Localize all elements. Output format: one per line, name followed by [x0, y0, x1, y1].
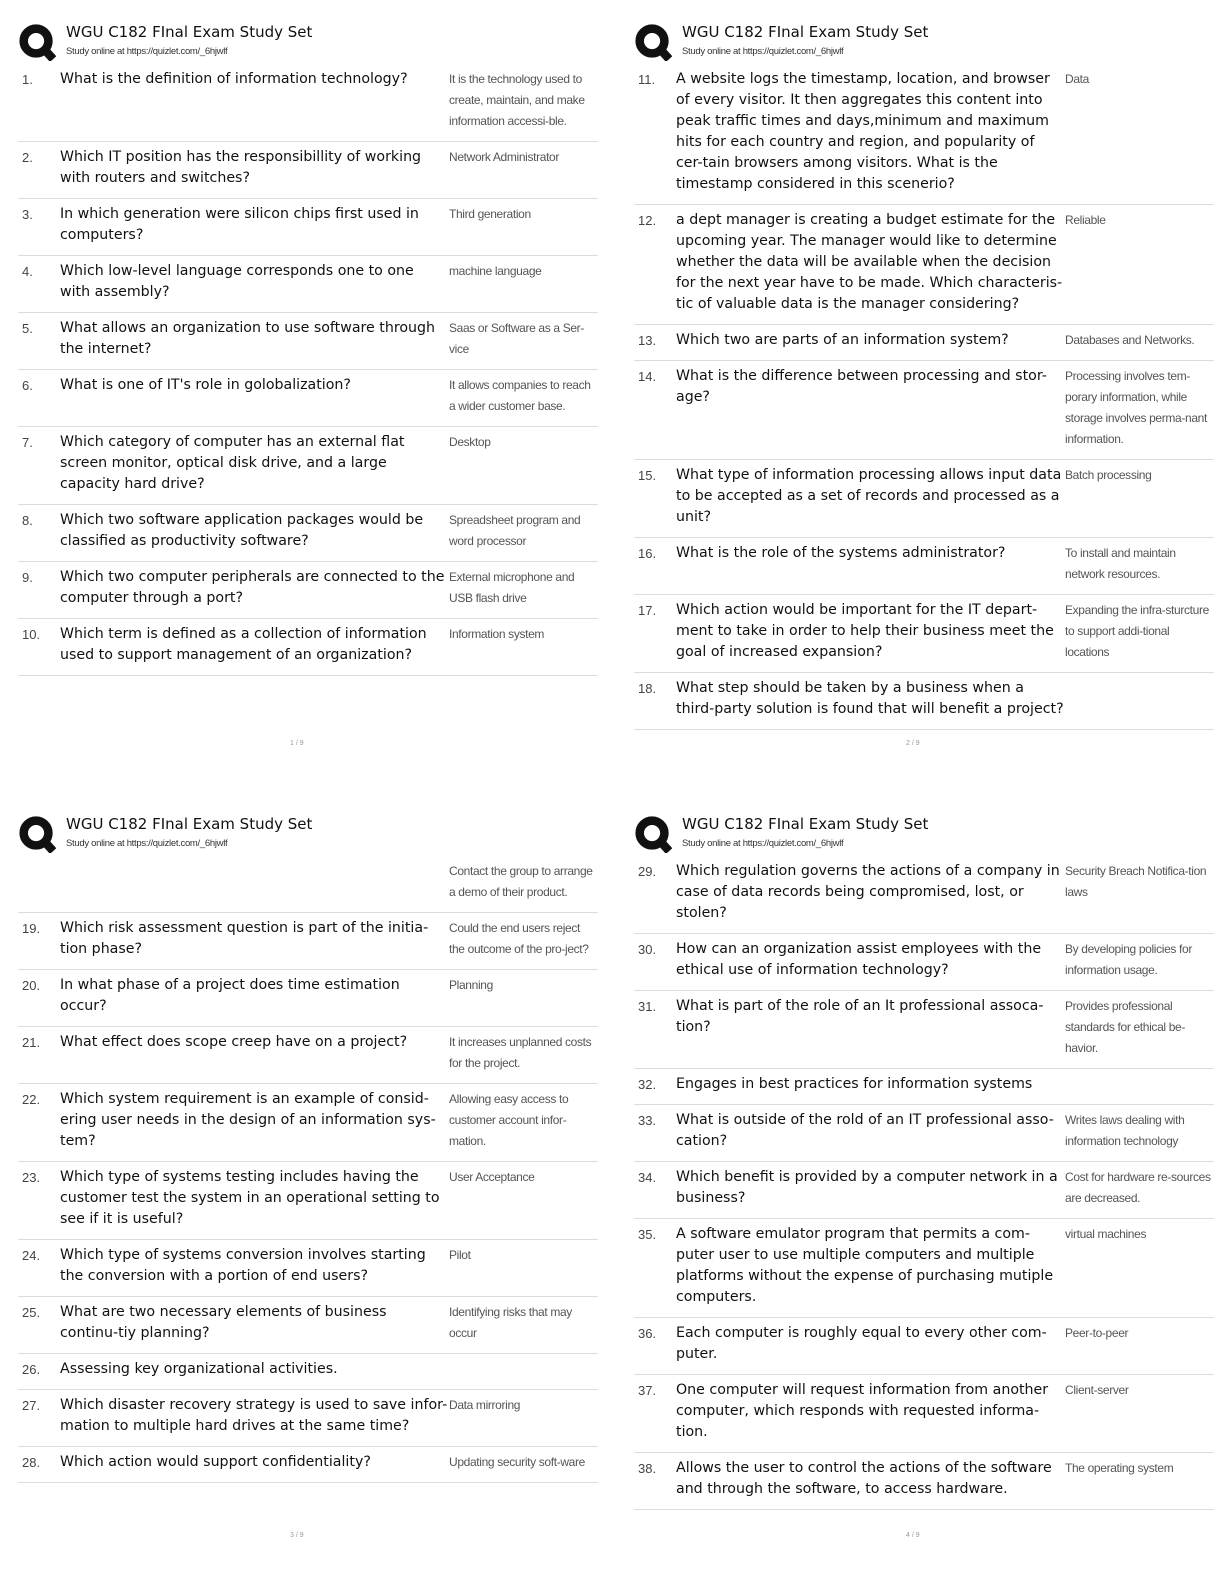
- card-number: 36.: [638, 1326, 657, 1341]
- card-number: 15.: [638, 468, 657, 483]
- card-number: 27.: [22, 1398, 41, 1413]
- card-answer: External microphone and USB flash drive: [449, 570, 575, 605]
- document-title: WGU C182 FInal Exam Study Set: [682, 815, 929, 833]
- flashcard-row: [634, 934, 1214, 991]
- card-number: 13.: [638, 333, 657, 348]
- card-number: 11.: [638, 72, 656, 87]
- flashcard-row: [18, 1084, 598, 1162]
- card-answer: Allowing easy access to customer account infor-mation.: [449, 1092, 569, 1148]
- card-number: 3.: [22, 207, 33, 222]
- flashcard-row: [634, 1069, 1214, 1105]
- document-page: [18, 810, 598, 1539]
- card-answer: Network Administrator: [449, 150, 560, 164]
- document-page: [634, 810, 1214, 1539]
- card-answer: Batch processing: [1065, 468, 1152, 482]
- card-answer: Expanding the infra-sturcture to support addi-tional locations: [1065, 603, 1209, 659]
- card-number: 2.: [22, 150, 33, 165]
- page-number: 3 / 9: [290, 1532, 304, 1539]
- document-title: WGU C182 FInal Exam Study Set: [66, 815, 313, 833]
- flashcard-row: [634, 595, 1214, 673]
- card-question: In what phase of a project does time estimation occur?: [60, 977, 400, 1014]
- card-question: Which two are parts of an information system?: [676, 332, 1009, 348]
- card-number: 9.: [22, 570, 33, 585]
- card-question: Each computer is roughly equal to every other com-puter.: [676, 1325, 1047, 1362]
- flashcard-row: [634, 1162, 1214, 1219]
- card-number: 1.: [22, 72, 33, 87]
- flashcard-row: [18, 1027, 598, 1084]
- card-answer: Saas or Software as a Ser-vice: [449, 321, 584, 356]
- flashcard-row: [18, 856, 598, 913]
- card-number: 24.: [22, 1248, 41, 1263]
- card-question: What is part of the role of an It professional assoca-tion?: [676, 998, 1044, 1035]
- page-number: 1 / 9: [290, 740, 304, 747]
- card-question: A software emulator program that permits a com-puter user to use multiple computers and multiple platforms without the expense of purchasing mutiple computers.: [676, 1226, 1054, 1305]
- card-question: a dept manager is creating a budget estimate for the upcoming year. The manager would like to determine whether the data will be available when the decision for the next year have to be made. Which characteris-tic of valuable data is the manager considering?: [676, 212, 1063, 312]
- flashcard-row: [18, 1162, 598, 1240]
- card-question: [60, 861, 448, 871]
- card-answer: Data mirroring: [449, 1398, 521, 1412]
- card-answer: Writes laws dealing with information technology: [1065, 1113, 1185, 1148]
- card-question: Which IT position has the responsibillity of working with routers and switches?: [60, 149, 422, 186]
- flashcard-row: [634, 1105, 1214, 1162]
- flashcard-row: [18, 64, 598, 142]
- card-question: What are two necessary elements of business continu-tiy planning?: [60, 1304, 387, 1341]
- card-question: Allows the user to control the actions of the software and through the software, to access hardware.: [676, 1460, 1052, 1497]
- flashcard-row: [18, 913, 598, 970]
- card-answer: Security Breach Notifica-tion laws: [1065, 864, 1207, 899]
- flashcard-row: [634, 460, 1214, 538]
- question-list: [634, 856, 1214, 1510]
- flashcard-row: [18, 256, 598, 313]
- card-question: Which disaster recovery strategy is used to save infor-mation to multiple hard drives at the same time?: [60, 1397, 448, 1434]
- card-answer: Spreadsheet program and word processor: [449, 513, 581, 548]
- card-question: How can an organization assist employees with the ethical use of information technology?: [676, 941, 1042, 978]
- flashcard-row: [18, 370, 598, 427]
- page-header: [18, 18, 598, 64]
- flashcard-row: [634, 361, 1214, 460]
- card-number: 5.: [22, 321, 33, 336]
- card-answer: Cost for hardware re-sources are decreased.: [1065, 1170, 1211, 1205]
- card-answer: Processing involves tem-porary information, while storage involves perma-nant information.: [1065, 369, 1207, 446]
- card-question: What effect does scope creep have on a project?: [60, 1034, 408, 1050]
- card-question: What is the definition of information technology?: [60, 71, 408, 87]
- flashcard-row: [18, 1297, 598, 1354]
- card-number: 22.: [22, 1092, 41, 1107]
- question-list: [18, 856, 598, 1483]
- study-online-link[interactable]: Study online at https://quizlet.com/_6hjwlf: [682, 46, 844, 57]
- study-online-link[interactable]: Study online at https://quizlet.com/_6hjwlf: [66, 838, 228, 849]
- flashcard-row: [634, 1318, 1214, 1375]
- quizlet-logo-icon: [634, 815, 672, 853]
- card-answer: Databases and Networks.: [1065, 333, 1195, 347]
- flashcard-row: [18, 562, 598, 619]
- flashcard-row: [634, 64, 1214, 205]
- card-answer: Provides professional standards for ethical be-havior.: [1065, 999, 1185, 1055]
- card-number: 31.: [638, 999, 657, 1014]
- card-answer: Desktop: [449, 435, 491, 449]
- card-answer: Pilot: [449, 1248, 471, 1262]
- card-number: 26.: [22, 1362, 41, 1377]
- card-question: Which two software application packages would be classified as productivity software?: [60, 512, 424, 549]
- flashcard-row: [634, 991, 1214, 1069]
- card-number: 18.: [638, 681, 657, 696]
- page-header: [634, 18, 1214, 64]
- card-number: 23.: [22, 1170, 41, 1185]
- card-question: What allows an organization to use software through the internet?: [60, 320, 436, 357]
- document-page: [634, 18, 1214, 747]
- card-question: What is the difference between processing and stor-age?: [676, 368, 1047, 405]
- card-number: 37.: [638, 1383, 657, 1398]
- card-answer: To install and maintain network resources.: [1065, 546, 1176, 581]
- card-question: Which risk assessment question is part of the initia-tion phase?: [60, 920, 429, 957]
- card-question: Which regulation governs the actions of a company in case of data records being compromised, lost, or stolen?: [676, 863, 1060, 921]
- card-number: 21.: [22, 1035, 41, 1050]
- card-question: Which action would support confidentiality?: [60, 1454, 371, 1470]
- card-question: What step should be taken by a business when a third-party solution is found that will benefit a project?: [676, 680, 1064, 717]
- card-question: In which generation were silicon chips first used in computers?: [60, 206, 419, 243]
- flashcard-row: [18, 142, 598, 199]
- flashcard-row: [634, 538, 1214, 595]
- card-number: 25.: [22, 1305, 41, 1320]
- card-question: Assessing key organizational activities.: [60, 1361, 338, 1377]
- quizlet-logo-icon: [18, 815, 56, 853]
- card-question: What is outside of the rold of an IT professional asso-cation?: [676, 1112, 1054, 1149]
- document-page: [18, 18, 598, 747]
- flashcard-row: [18, 427, 598, 505]
- card-question: What is the role of the systems administrator?: [676, 545, 1006, 561]
- flashcard-row: [18, 1447, 598, 1483]
- question-list: [18, 64, 598, 676]
- flashcard-row: [18, 313, 598, 370]
- flashcard-row: [18, 619, 598, 676]
- card-question: Which system requirement is an example of consid-ering user needs in the design of an information sys-tem?: [60, 1091, 436, 1149]
- card-answer: Peer-to-peer: [1065, 1326, 1129, 1340]
- flashcard-row: [18, 1390, 598, 1447]
- card-question: Which benefit is provided by a computer network in a business?: [676, 1169, 1058, 1206]
- card-answer: It is the technology used to create, maintain, and make information accessi-ble.: [449, 72, 585, 128]
- card-number: 10.: [22, 627, 41, 642]
- card-answer: The operating system: [1065, 1461, 1174, 1475]
- page-header: [18, 810, 598, 856]
- card-number: 8.: [22, 513, 33, 528]
- card-answer: Updating security soft-ware: [449, 1455, 585, 1469]
- question-list: [634, 64, 1214, 730]
- card-question: Which category of computer has an external flat screen monitor, optical disk drive, and a large capacity hard drive?: [60, 434, 405, 492]
- page-number: 4 / 9: [906, 1532, 920, 1539]
- flashcard-row: [18, 199, 598, 256]
- card-answer: Client-server: [1065, 1383, 1129, 1397]
- card-number: 19.: [22, 921, 41, 936]
- card-question: What is one of IT's role in golobalization?: [60, 377, 351, 393]
- flashcard-row: [18, 970, 598, 1027]
- flashcard-row: [634, 673, 1214, 730]
- flashcard-row: [634, 1375, 1214, 1453]
- flashcard-row: [18, 505, 598, 562]
- document-title: WGU C182 FInal Exam Study Set: [682, 23, 929, 41]
- flashcard-row: [18, 1240, 598, 1297]
- card-number: 7.: [22, 435, 33, 450]
- card-question: Which two computer peripherals are connected to the computer through a port?: [60, 569, 445, 606]
- card-answer: By developing policies for information usage.: [1065, 942, 1192, 977]
- flashcard-row: [634, 1453, 1214, 1510]
- study-online-link[interactable]: Study online at https://quizlet.com/_6hjwlf: [682, 838, 844, 849]
- card-answer: Third generation: [449, 207, 531, 221]
- card-number: 12.: [638, 213, 657, 228]
- flashcard-row: [634, 325, 1214, 361]
- card-number: 32.: [638, 1077, 657, 1092]
- page-header: [634, 810, 1214, 856]
- flashcard-row: [634, 856, 1214, 934]
- card-answer: Planning: [449, 978, 493, 992]
- card-number: 6.: [22, 378, 33, 393]
- card-number: 33.: [638, 1113, 657, 1128]
- card-answer: Could the end users reject the outcome of the pro-ject?: [449, 921, 589, 956]
- card-answer: machine language: [449, 264, 542, 278]
- card-answer: Identifying risks that may occur: [449, 1305, 572, 1340]
- card-question: A website logs the timestamp, location, and browser of every visitor. It then aggregates this content into peak traffic times and days,minimum and maximum hits for each country and region, and popularity of cer-tain browsers among visitors. What is the timestamp considered in this scenerio?: [676, 71, 1050, 192]
- flashcard-row: [634, 1219, 1214, 1318]
- card-question: One computer will request information from another computer, which responds with requested informa-tion.: [676, 1382, 1049, 1440]
- card-number: 16.: [638, 546, 657, 561]
- card-question: Which action would be important for the IT depart-ment to take in order to help their business meet the goal of increased expansion?: [676, 602, 1054, 660]
- card-answer: It increases unplanned costs for the project.: [449, 1035, 592, 1070]
- card-answer: User Acceptance: [449, 1170, 535, 1184]
- quizlet-logo-icon: [634, 23, 672, 61]
- flashcard-row: [634, 205, 1214, 325]
- card-number: 4.: [22, 264, 33, 279]
- card-number: 28.: [22, 1455, 41, 1470]
- card-number: 35.: [638, 1227, 657, 1242]
- card-number: 14.: [638, 369, 657, 384]
- card-answer: Reliable: [1065, 213, 1106, 227]
- card-answer: virtual machines: [1065, 1227, 1147, 1241]
- page-number: 2 / 9: [906, 740, 920, 747]
- flashcard-row: [18, 1354, 598, 1390]
- card-number: 17.: [638, 603, 657, 618]
- study-online-link[interactable]: Study online at https://quizlet.com/_6hjwlf: [66, 46, 228, 57]
- card-number: 38.: [638, 1461, 657, 1476]
- card-question: Engages in best practices for information systems: [676, 1076, 1033, 1092]
- card-question: What type of information processing allows input data to be accepted as a set of records and processed as a unit?: [676, 467, 1062, 525]
- document-title: WGU C182 FInal Exam Study Set: [66, 23, 313, 41]
- card-answer: It allows companies to reach a wider customer base.: [449, 378, 591, 413]
- quizlet-logo-icon: [18, 23, 56, 61]
- card-question: Which type of systems conversion involves starting the conversion with a portion of end users?: [60, 1247, 426, 1284]
- card-answer: Data: [1065, 72, 1089, 86]
- card-question: Which type of systems testing includes having the customer test the system in an operational setting to see if it is useful?: [60, 1169, 440, 1227]
- card-question: Which term is defined as a collection of information used to support management of an organization?: [60, 626, 427, 663]
- card-number: 34.: [638, 1170, 657, 1185]
- card-number: 29.: [638, 864, 657, 879]
- card-number: 20.: [22, 978, 41, 993]
- card-number: 30.: [638, 942, 657, 957]
- card-question: Which low-level language corresponds one to one with assembly?: [60, 263, 414, 300]
- card-answer: Information system: [449, 627, 545, 641]
- card-answer: Contact the group to arrange a demo of their product.: [449, 864, 593, 899]
